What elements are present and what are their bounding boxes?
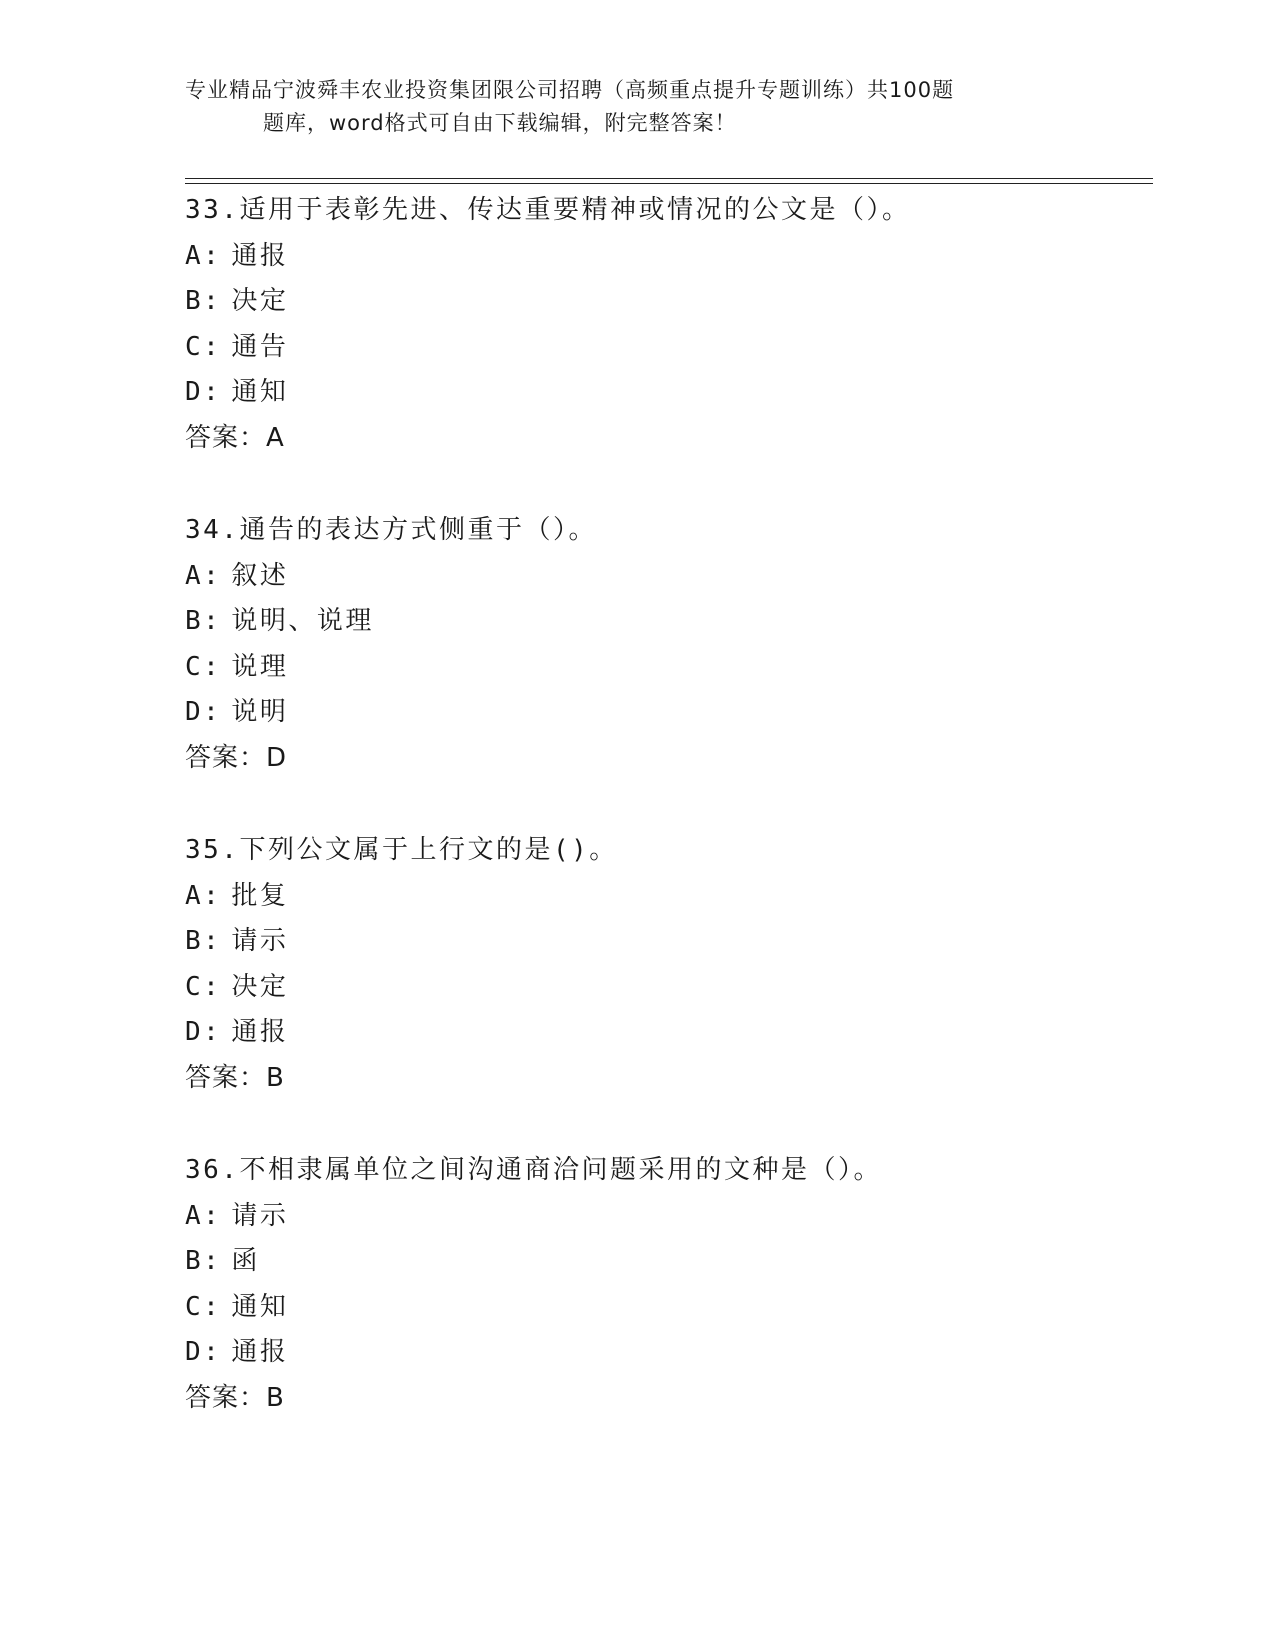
option-letter: D (185, 1337, 204, 1367)
option-text: 通报 (231, 1017, 289, 1047)
option-letter: A (185, 1200, 204, 1231)
option-c (185, 645, 1153, 691)
option-c (185, 1285, 1153, 1331)
option-separator: : (203, 971, 222, 1002)
option-separator: : (203, 606, 222, 636)
question-item (185, 188, 1153, 508)
option-text: 通报 (231, 1337, 289, 1367)
answer-line: 答案：A (185, 422, 285, 453)
option-text: 函 (231, 1246, 260, 1276)
option-letter: C (185, 1291, 204, 1322)
option-letter: C (185, 331, 204, 362)
option-text: 决定 (231, 286, 289, 316)
option-b (185, 599, 1153, 645)
question-list (185, 188, 1153, 1468)
option-separator: : (203, 697, 222, 727)
question-text: 34.通告的表达方式侧重于（）。 (185, 515, 597, 545)
option-a (185, 874, 1153, 920)
header-divider-bottom (185, 183, 1153, 184)
question-item (185, 1148, 1153, 1468)
option-text: 通知 (231, 1291, 289, 1322)
option-text: 说理 (231, 651, 289, 682)
option-separator: : (203, 286, 222, 316)
option-c (185, 965, 1153, 1011)
answer-line: 答案：D (185, 742, 288, 773)
option-b (185, 1239, 1153, 1285)
question-text: 36.不相隶属单位之间沟通商洽问题采用的文种是（）。 (185, 1155, 882, 1185)
option-text: 通报 (231, 240, 289, 271)
question-text: 35.下列公文属于上行文的是()。 (185, 835, 618, 865)
option-separator: : (203, 331, 222, 362)
answer-line: 答案：B (185, 1062, 285, 1093)
header-title-line-2: 题库，word格式可自由下载编辑，附完整答案！ (263, 111, 737, 135)
option-a (185, 234, 1153, 280)
option-text: 批复 (231, 880, 289, 911)
option-letter: B (185, 1246, 204, 1276)
option-c (185, 325, 1153, 371)
option-b (185, 919, 1153, 965)
header-title-line-1: 专业精品宁波舜丰农业投资集团限公司招聘（高频重点提升专题训练）共100题 (185, 78, 955, 102)
option-text: 通知 (231, 377, 289, 407)
option-separator: : (203, 240, 222, 271)
option-separator: : (203, 1017, 222, 1047)
question-item (185, 508, 1153, 828)
answer-line: 答案：B (185, 1382, 285, 1413)
option-separator: : (203, 1200, 222, 1231)
option-b (185, 279, 1153, 325)
option-text: 说明、说理 (231, 606, 374, 636)
option-separator: : (203, 651, 222, 682)
option-separator: : (203, 377, 222, 407)
question-text: 33.适用于表彰先进、传达重要精神或情况的公文是（）。 (185, 195, 911, 225)
option-separator: : (203, 926, 222, 956)
option-d (185, 1010, 1153, 1056)
option-text: 决定 (231, 971, 289, 1002)
document-header (185, 74, 1065, 140)
header-divider-top (185, 178, 1153, 179)
option-d (185, 370, 1153, 416)
option-d (185, 690, 1153, 736)
option-text: 请示 (231, 926, 289, 956)
option-d (185, 1330, 1153, 1376)
option-letter: D (185, 1017, 204, 1047)
option-letter: D (185, 377, 204, 407)
question-item (185, 828, 1153, 1148)
option-separator: : (203, 1291, 222, 1322)
option-text: 叙述 (231, 560, 289, 591)
option-letter: A (185, 240, 204, 271)
option-separator: : (203, 880, 222, 911)
option-text: 说明 (231, 697, 289, 727)
option-separator: : (203, 1246, 222, 1276)
option-separator: : (203, 1337, 222, 1367)
option-a (185, 1194, 1153, 1240)
option-letter: B (185, 286, 204, 316)
option-separator: : (203, 560, 222, 591)
option-letter: C (185, 971, 204, 1002)
option-letter: A (185, 560, 204, 591)
option-text: 请示 (231, 1200, 289, 1231)
option-letter: B (185, 606, 204, 636)
option-letter: A (185, 880, 204, 911)
option-a (185, 554, 1153, 600)
option-letter: C (185, 651, 204, 682)
option-letter: D (185, 697, 204, 727)
option-letter: B (185, 926, 204, 956)
option-text: 通告 (231, 331, 289, 362)
